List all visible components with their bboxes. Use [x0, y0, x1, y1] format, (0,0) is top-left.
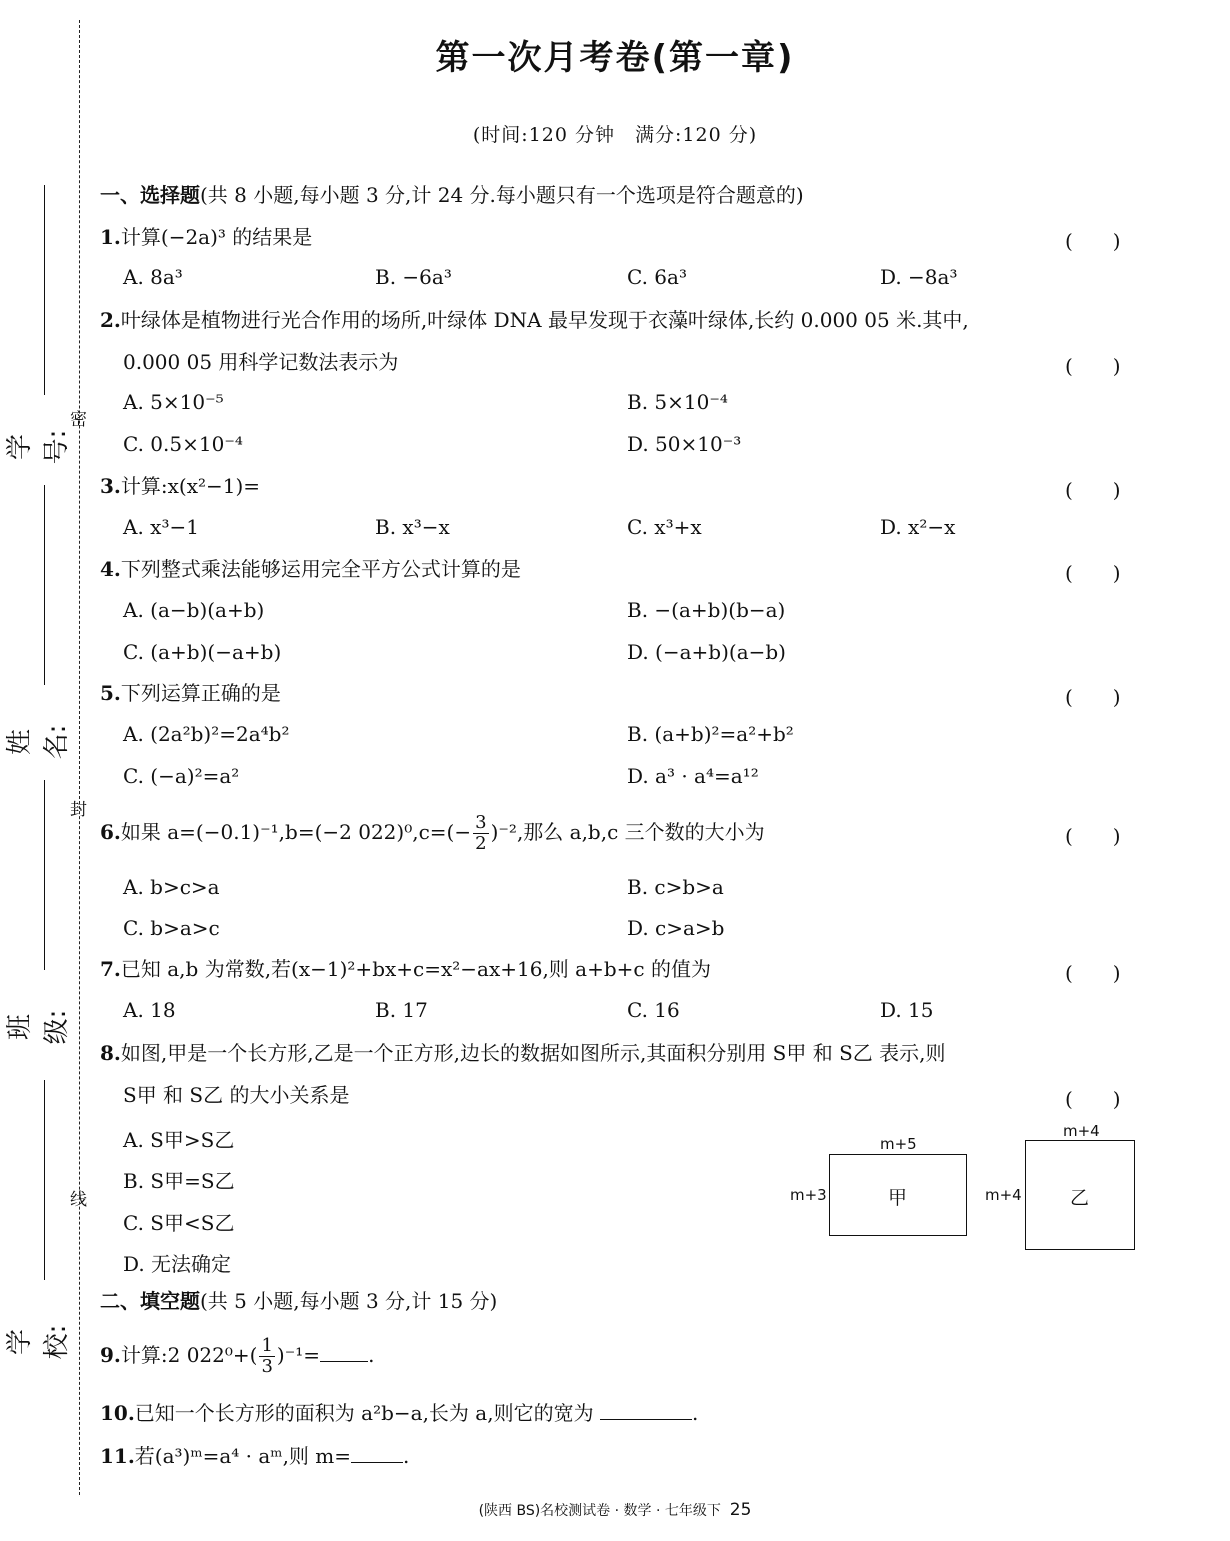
q5-number: 5. [100, 681, 121, 705]
q6-option-a[interactable]: A. b>c>a [123, 875, 220, 899]
q2-text-2: 0.000 05 用科学记数法表示为 [123, 350, 399, 374]
school-label: 学校: [5, 1324, 72, 1360]
q5-answer-paren[interactable]: ( ) [1065, 685, 1121, 709]
q4-option-d[interactable]: D. (−a+b)(a−b) [627, 640, 786, 664]
cut-line [79, 20, 80, 1495]
q7-option-b[interactable]: B. 17 [375, 998, 428, 1022]
section2-header [100, 1286, 497, 1316]
section1-note: (共 8 小题,每小题 3 分,计 24 分.每小题只有一个选项是符合题意的) [200, 183, 804, 207]
square-side-label: m+4 [985, 1186, 1022, 1204]
q1-option-b[interactable]: B. −6a³ [375, 265, 452, 289]
q2-option-d[interactable]: D. 50×10⁻³ [627, 432, 742, 456]
q1-stem [100, 222, 312, 252]
q11-answer-blank[interactable] [351, 1440, 403, 1463]
q7-option-c[interactable]: C. 16 [627, 998, 680, 1022]
q2-option-c[interactable]: C. 0.5×10⁻⁴ [123, 432, 243, 456]
q7-number: 7. [100, 957, 121, 981]
q8-option-d[interactable]: D. 无法确定 [123, 1252, 232, 1276]
q9-frac-numerator: 1 [261, 1335, 273, 1356]
q6-number: 6. [100, 820, 121, 844]
rect-top-label: m+5 [880, 1135, 917, 1153]
q5-option-b[interactable]: B. (a+b)²=a²+b² [627, 722, 794, 746]
q6-frac-denominator: 2 [475, 833, 487, 854]
rectangle-jia-label: 甲 [888, 1187, 908, 1209]
q9-stem [100, 1335, 374, 1377]
q3-number: 3. [100, 474, 121, 498]
q3-stem [100, 471, 260, 501]
square-top-label: m+4 [1063, 1122, 1100, 1140]
q10-end: . [691, 1401, 699, 1425]
q1-text: 计算(−2a)³ 的结果是 [120, 225, 313, 249]
page-footer [0, 1500, 1230, 1520]
q1-number: 1. [100, 225, 121, 249]
q11-number: 11. [100, 1444, 135, 1468]
section2-note: (共 5 小题,每小题 3 分,计 15 分) [200, 1289, 498, 1313]
q4-stem [100, 554, 521, 584]
q3-answer-paren[interactable]: ( ) [1065, 478, 1121, 502]
seal-mark-xian: 线 [70, 1190, 87, 1210]
q6-text-b: )⁻²,那么 a,b,c 三个数的大小为 [490, 820, 765, 844]
q6-fraction [473, 813, 488, 854]
name-label: 姓名: [5, 724, 72, 760]
q10-stem [100, 1397, 698, 1428]
q6-option-b[interactable]: B. c>b>a [627, 875, 724, 899]
q5-option-d[interactable]: D. a³ · a⁴=a¹² [627, 764, 759, 788]
q1-answer-paren[interactable]: ( ) [1065, 229, 1121, 253]
q7-option-a[interactable]: A. 18 [123, 998, 176, 1022]
q1-option-a[interactable]: A. 8a³ [123, 265, 183, 289]
q5-stem [100, 678, 281, 708]
page-title: 第一次月考卷(第一章) [435, 38, 795, 78]
seal-mark-feng: 封 [70, 800, 87, 820]
q2-text-1: 叶绿体是植物进行光合作用的场所,叶绿体 DNA 最早发现于衣藻叶绿体,长约 0.000 05 米.其中, [120, 308, 969, 332]
q8-option-c[interactable]: C. S甲<S乙 [123, 1211, 235, 1235]
q9-fraction [259, 1336, 274, 1377]
q11-end: . [403, 1444, 410, 1468]
q8-option-a[interactable]: A. S甲>S乙 [123, 1128, 235, 1152]
q5-option-a[interactable]: A. (2a²b)²=2a⁴b² [123, 722, 290, 746]
q2-stem [100, 305, 969, 335]
q11-text: 若(a³)ᵐ=a⁴ · aᵐ,则 m= [134, 1444, 352, 1468]
q9-frac-denominator: 3 [261, 1356, 273, 1377]
q4-option-a[interactable]: A. (a−b)(a+b) [123, 598, 265, 622]
q4-option-b[interactable]: B. −(a+b)(b−a) [627, 598, 786, 622]
q8-stem [100, 1038, 946, 1068]
class-line [44, 780, 45, 970]
q8-number: 8. [100, 1041, 121, 1065]
school-line [44, 1080, 45, 1280]
q8-text-2: S甲 和 S乙 的大小关系是 [123, 1083, 350, 1107]
seal-mark-mi: 密 [70, 410, 87, 430]
class-label: 班级: [5, 1009, 72, 1045]
q9-number: 9. [100, 1343, 121, 1367]
q10-number: 10. [100, 1401, 135, 1425]
q7-answer-paren[interactable]: ( ) [1065, 961, 1121, 985]
q3-option-d[interactable]: D. x²−x [880, 515, 956, 539]
page-number: 25 [729, 1500, 752, 1520]
q3-option-c[interactable]: C. x³+x [627, 515, 702, 539]
q9-text-b: )⁻¹= [276, 1343, 321, 1367]
q8-answer-paren[interactable]: ( ) [1065, 1087, 1121, 1111]
square-yi-label: 乙 [1070, 1187, 1090, 1209]
q8-option-b[interactable]: B. S甲=S乙 [123, 1169, 235, 1193]
q2-option-b[interactable]: B. 5×10⁻⁴ [627, 390, 728, 414]
q6-answer-paren[interactable]: ( ) [1065, 824, 1121, 848]
q7-text: 已知 a,b 为常数,若(x−1)²+bx+c=x²−ax+16,则 a+b+c 的值为 [120, 957, 711, 981]
q3-option-a[interactable]: A. x³−1 [123, 515, 199, 539]
footer-text: (陕西 BS)名校测试卷 · 数学 · 七年级下 [478, 1503, 721, 1519]
q3-option-b[interactable]: B. x³−x [375, 515, 450, 539]
rect-side-label: m+3 [790, 1186, 827, 1204]
q8-text-1: 如图,甲是一个长方形,乙是一个正方形,边长的数据如图所示,其面积分别用 S甲 和 S乙 表示,则 [120, 1041, 946, 1065]
q10-text: 已知一个长方形的面积为 a²b−a,长为 a,则它的宽为 [134, 1401, 594, 1425]
q5-text: 下列运算正确的是 [120, 681, 281, 705]
q6-option-c[interactable]: C. b>a>c [123, 916, 220, 940]
q9-answer-blank[interactable] [320, 1339, 368, 1362]
q6-text-a: 如果 a=(−0.1)⁻¹,b=(−2 022)⁰,c=(− [120, 820, 472, 844]
q11-stem [100, 1440, 409, 1471]
q9-end: . [368, 1343, 375, 1367]
q4-option-c[interactable]: C. (a+b)(−a+b) [123, 640, 282, 664]
q4-text: 下列整式乘法能够运用完全平方公式计算的是 [120, 557, 521, 581]
section1-header [100, 180, 804, 210]
q4-number: 4. [100, 557, 121, 581]
q6-option-d[interactable]: D. c>a>b [627, 916, 725, 940]
q10-answer-blank[interactable] [600, 1397, 692, 1420]
q2-option-a[interactable]: A. 5×10⁻⁵ [123, 390, 224, 414]
exam-info: (时间:120 分钟 满分:120 分) [472, 124, 758, 146]
q7-option-d[interactable]: D. 15 [880, 998, 934, 1022]
q2-answer-paren[interactable]: ( ) [1065, 354, 1121, 378]
section2-heading: 二、填空题 [100, 1289, 200, 1313]
q3-text: 计算:x(x²−1)= [120, 474, 261, 498]
q9-text-a: 计算:2 022⁰+( [120, 1343, 258, 1367]
student-id-label: 学号: [5, 429, 72, 465]
q7-stem [100, 954, 711, 984]
q1-option-c[interactable]: C. 6a³ [627, 265, 687, 289]
q6-frac-numerator: 3 [475, 812, 487, 833]
q1-option-d[interactable]: D. −8a³ [880, 265, 958, 289]
section1-heading: 一、选择题 [100, 183, 200, 207]
q5-option-c[interactable]: C. (−a)²=a² [123, 764, 240, 788]
q4-answer-paren[interactable]: ( ) [1065, 561, 1121, 585]
name-line [44, 485, 45, 685]
q6-stem [100, 812, 765, 854]
student-id-line [44, 185, 45, 395]
q2-number: 2. [100, 308, 121, 332]
